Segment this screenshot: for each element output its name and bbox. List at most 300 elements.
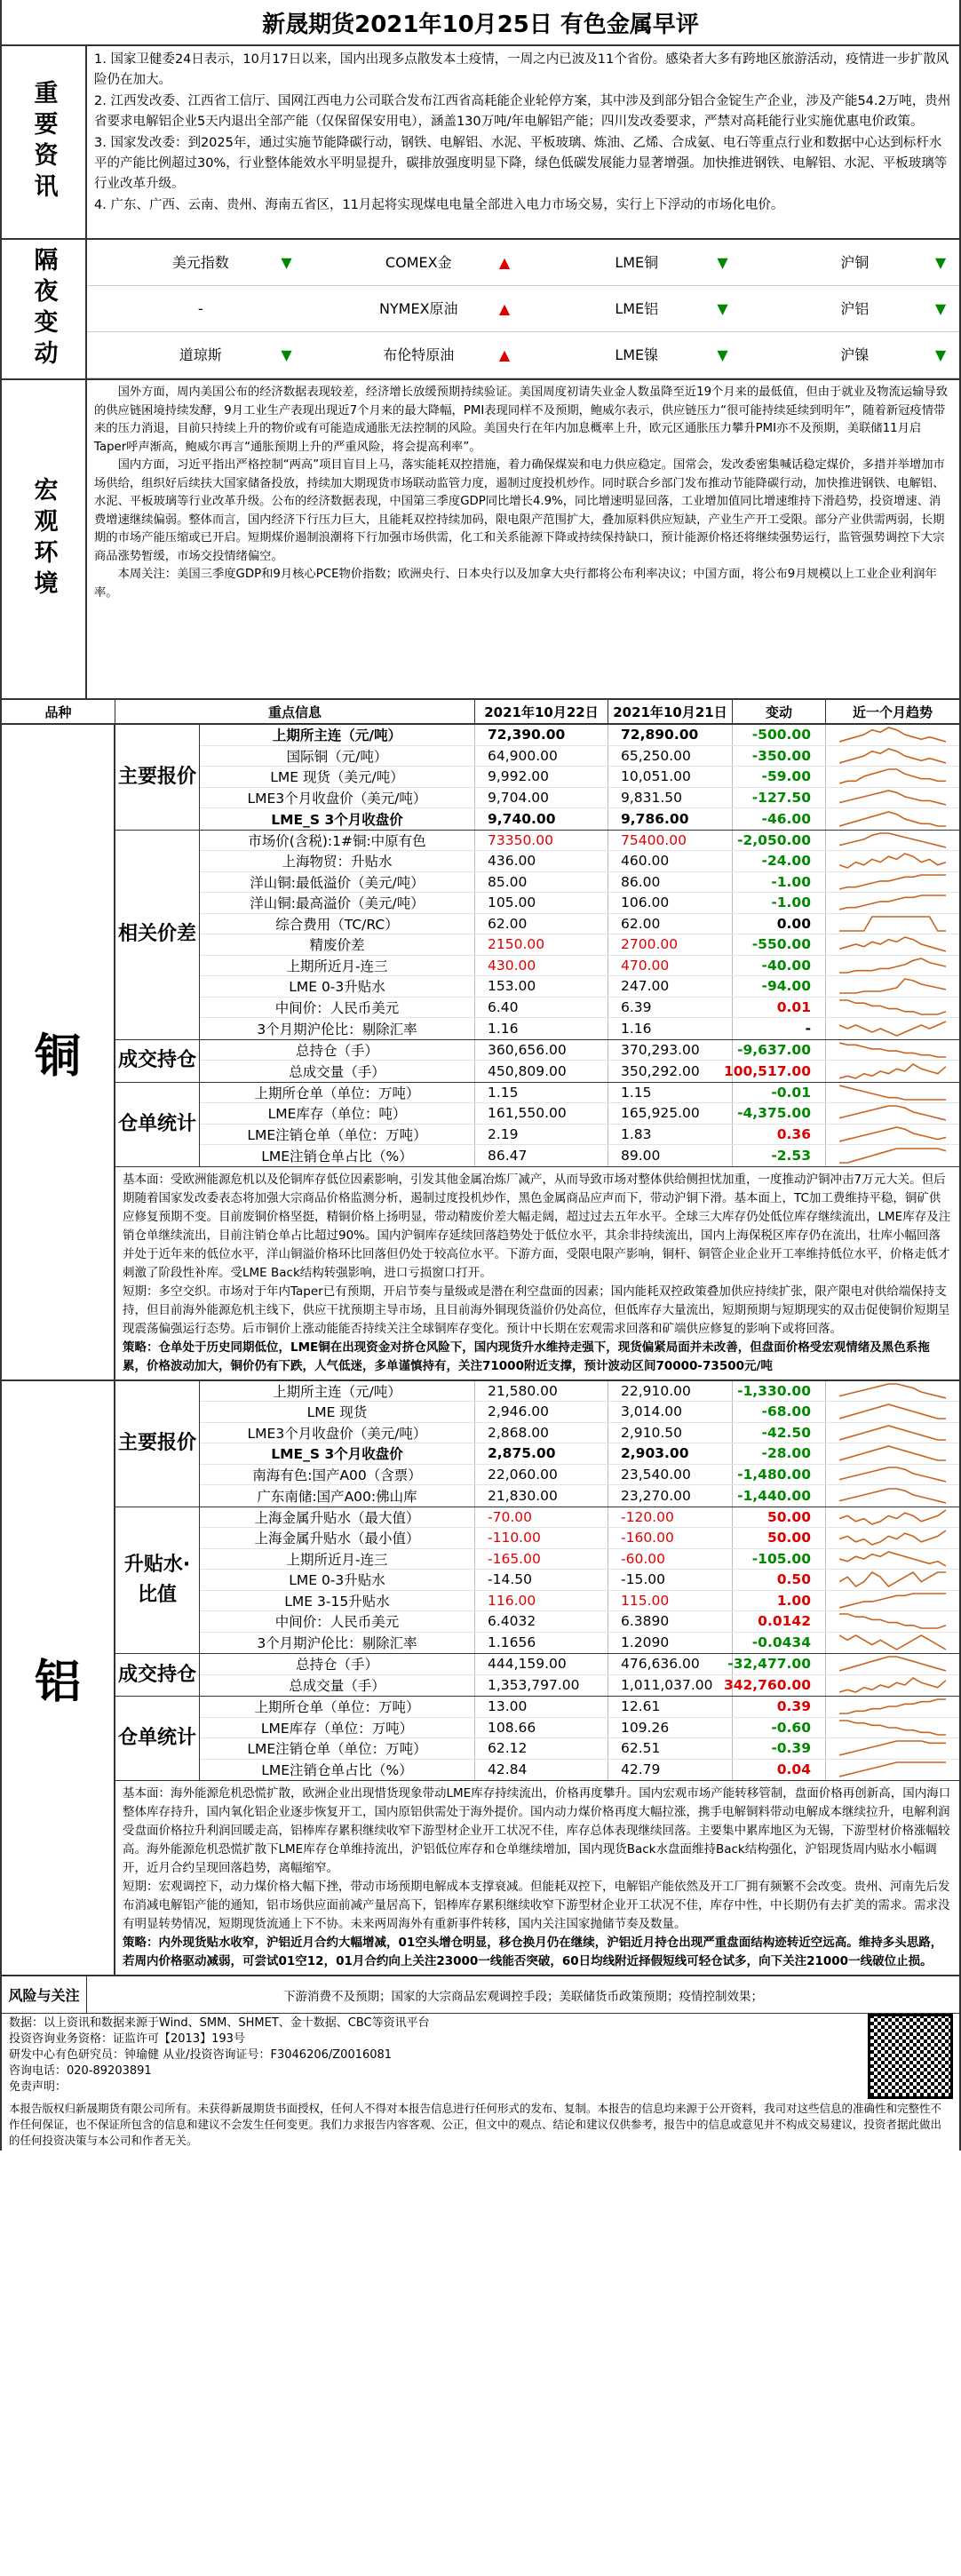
footer-line: 咨询电话：020-89203891 [9,2064,152,2078]
aluminum-name: 铝 [2,1381,115,1976]
row-name: LME库存（单位：吨） [200,1103,475,1124]
row-trend [826,1570,959,1590]
row-value-current: 21,830.00 [475,1485,608,1507]
row-value-previous: 476,636.00 [608,1654,733,1674]
trend-sparkline [839,1529,946,1546]
overnight-item-label: 沪镍 [840,346,870,363]
row-trend [826,1697,959,1717]
table-row [200,725,959,746]
trend-sparkline [839,894,946,911]
table-row [200,1675,959,1697]
row-name: 广东南储:国产A00:佛山库 [200,1485,475,1507]
row-change: 0.50 [733,1570,826,1590]
row-value-current: 73350.00 [475,831,608,851]
copper-section [2,725,959,1381]
row-value-previous: 42.79 [608,1760,733,1781]
overnight-cell [87,240,306,286]
row-value-current: 9,992.00 [475,767,608,787]
sparkline-path [839,1043,946,1057]
overnight-cell [306,286,524,332]
row-name: 综合费用（TC/RC） [200,914,475,934]
row-name: LME_S 3个月收盘价 [200,1443,475,1464]
group-rows [200,1040,959,1082]
row-change: -24.00 [733,851,826,871]
trend-sparkline [839,915,946,933]
row-trend [826,976,959,997]
row-name: 总成交量（手） [200,1061,475,1082]
sparkline-path [839,1657,946,1671]
row-change: -1,440.00 [733,1485,826,1507]
row-name: 中间价：人民币美元 [200,998,475,1018]
table-row [200,1528,959,1549]
row-name: 中间价：人民币美元 [200,1611,475,1632]
row-value-current: 2150.00 [475,934,608,955]
sparkline-path [839,1699,946,1713]
row-value-current: 64,900.00 [475,746,608,767]
row-change: 0.01 [733,998,826,1018]
table-row [200,1381,959,1403]
group-rows [200,1381,959,1507]
row-change: 100,517.00 [733,1061,826,1082]
row-change: -1,480.00 [733,1465,826,1485]
sparkline-path [839,1510,946,1524]
trend-sparkline [839,1403,946,1420]
sparkline-path [839,1762,946,1777]
row-change: -42.50 [733,1423,826,1443]
row-trend [826,934,959,955]
table-row [200,1591,959,1612]
row-change: -68.00 [733,1402,826,1422]
row-name: 上期所近月-连三 [200,956,475,976]
up-triangle-icon: ▲ [498,254,511,271]
row-trend [826,746,959,767]
row-change: -550.00 [733,934,826,955]
risk-section [2,1976,959,2014]
row-trend [826,1125,959,1145]
overnight-item-label: - [197,300,203,317]
table-row [200,1465,959,1486]
sparkline-path [839,833,946,847]
sparkline-path [839,854,946,868]
table-row [200,1718,959,1739]
table-row [200,746,959,767]
row-change: -40.00 [733,956,826,976]
row-value-current: 1.16 [475,1018,608,1039]
copper-strategy: 策略：仓单处于历史同期低位，LME铜在出现资金对挤仓风险下，国内现货升水维持走强下，现货偏紧局面并未改善，但盘面价格受宏观情绪及黑色系拖累，价格波动加大，铜价仍有下跌，人气低迷，多单谨慎持有，关注71000附近支撑，预计波动区间70000-73500元/吨 [123,1340,930,1373]
row-value-current: -14.50 [475,1570,608,1590]
row-value-current: 450,809.00 [475,1061,608,1082]
row-change: 0.0142 [733,1611,826,1632]
down-triangle-icon: ▼ [934,346,947,363]
sparkline-path [839,1149,946,1163]
row-name: 3个月期沪伦比：剔除汇率 [200,1018,475,1039]
row-trend [826,914,959,934]
row-name: LME 0-3升贴水 [200,1570,475,1590]
row-trend [826,808,959,830]
footer [2,2014,959,2099]
row-value-previous: 23,270.00 [608,1485,733,1507]
row-trend [826,1145,959,1166]
table-row [200,872,959,894]
aluminum-section [2,1381,959,1977]
copper-group [115,1040,959,1083]
group-rows [200,1507,959,1654]
row-change: -1,330.00 [733,1381,826,1402]
aluminum-table [115,1381,959,1782]
row-value-previous: 22,910.00 [608,1381,733,1402]
trend-sparkline [839,852,946,870]
footer-line: 免责声明： [9,2080,68,2094]
row-value-previous: 86.00 [608,872,733,893]
overnight-label: 隔夜变动 [2,240,87,378]
trend-sparkline [839,957,946,974]
footer-line: 研发中心有色研究员：钟瑜健 从业/投资咨询证号：F3046206/Z0016081 [9,2048,393,2062]
row-trend [826,1018,959,1039]
row-name: 上期所主连（元/吨） [200,1381,475,1402]
table-row [200,1654,959,1675]
row-name: 市场价(含税):1#铜:中原有色 [200,831,475,851]
table-row [200,1738,959,1760]
macro-paragraph: 国内方面，习近平指出严格控制“两高”项目盲目上马，落实能耗双控措施，着力确保煤炭和电力供应稳定。国常会，发改委密集喊话稳定煤价，多措并举增加市场供给，组织好后续扶大国家储备投放，持续加大期现货市场联动监管力度，遏制过度投机炒作。同时联合乡部门发布推动节能降碳行动，加快推进钢铁、电解铝、水泥、平板玻璃等行业改革升级。公布的经济数据表现，中国第三季度GDP同比增长4.9%，同比增速明显回落，工业增加值同比增速维持下滑趋势，投资增速、消费增速继续偏弱。整体而言，国内经济下行压力巨大，且能耗双控持续加码，限电限产范围扩大，叠加原料供应短缺，产业生产开工受限。部分产业供需两弱，长期期的市场产能压缩或已开启。短期煤价遏制浪潮将下行加强市场供需，化工和关系能源下降或持续保持缺口，预计能源价格还将继续强势运行，监管强势调控下大宗商品涨势暂缓，市场交投情绪偏空。 [94,458,945,563]
sparkline-path [839,1467,946,1482]
trend-sparkline [839,726,946,743]
row-change: -127.50 [733,788,826,808]
news-item: 2. 江西发改委、江西省工信厅、国网江西电力公司联合发布江西省高耗能企业轮停方案，其中涉及到部分铝合金锭生产企业，涉及产能54.2万吨，贵州省要求电解铝企业5天内退出全部产能（仅保留保安用电），涵盖130万吨/年电解铝产能；四川发改委要求，严禁对高耗能行业实施优惠电价政策。 [94,94,951,129]
overnight-item-label: LME铜 [615,254,659,271]
row-trend [826,1591,959,1611]
row-change: 0.00 [733,914,826,934]
trend-sparkline [839,1739,946,1757]
sparkline-path [839,1127,946,1141]
overnight-cell [742,286,960,332]
trend-sparkline [839,1062,946,1080]
trend-sparkline [839,789,946,807]
down-triangle-icon: ▼ [281,254,292,271]
row-value-current: 22,060.00 [475,1465,608,1485]
group-rows [200,1654,959,1696]
row-change: -4,375.00 [733,1103,826,1124]
sparkline-path [839,1489,946,1503]
row-name: LME3个月收盘价（美元/吨） [200,1423,475,1443]
row-name: 上期所近月-连三 [200,1549,475,1570]
table-row [200,998,959,1019]
sparkline-path [839,895,946,910]
row-value-previous: 165,925.00 [608,1103,733,1124]
trend-sparkline [839,747,946,765]
table-row [200,1485,959,1507]
row-change: 0.36 [733,1125,826,1145]
sparkline-path [839,1404,946,1419]
row-trend [826,1061,959,1082]
row-value-current: 436.00 [475,851,608,871]
row-name: LME注销仓单占比（%） [200,1145,475,1166]
trend-sparkline [839,1697,946,1715]
table-row [200,893,959,914]
trend-sparkline [839,1550,946,1568]
row-value-previous: 470.00 [608,956,733,976]
row-value-current: 21,580.00 [475,1381,608,1402]
group-label: 升贴水·比值 [115,1507,200,1654]
row-value-previous: 6.3890 [608,1611,733,1632]
table-row [200,976,959,998]
table-row [200,808,959,830]
footer-lines [2,2014,862,2099]
row-value-current: 9,740.00 [475,808,608,830]
row-name: 3个月期沪伦比：剔除汇率 [200,1633,475,1654]
group-rows [200,725,959,830]
trend-sparkline [839,1041,946,1059]
row-value-current: 105.00 [475,893,608,913]
aluminum-short-term: 短期：宏观调控下，动力煤价格大幅下挫，带动市场预期电解成本支撑衰减。但能耗双控下，电解铝产能依然及开工厂拥有频繁不会改变。贵州、河南先后发布消减电解铝产能的通知，铝市场供应面前减产量居高下，铝棒库存累积继续收窄下游型材企业开工状况不佳，库存中性，中长期仍有去扩美的需求。需求没有明显转势情况，短期现货流通上下不协。未来两周海外有重新事件转移，国内关注国家抛储节奏及数量。 [123,1880,950,1931]
row-value-previous: -15.00 [608,1570,733,1590]
row-change: -1.00 [733,893,826,913]
overnight-cell [742,240,960,286]
sparkline-path [839,1384,946,1398]
row-trend [826,1402,959,1422]
down-triangle-icon: ▼ [717,346,728,363]
qr-code-icon [868,2014,953,2099]
table-row [200,956,959,977]
row-trend [826,1760,959,1781]
row-name: 上期所主连（元/吨） [200,725,475,745]
aluminum-group [115,1697,959,1781]
row-trend [826,1443,959,1464]
copper-group [115,725,959,831]
group-label: 相关价差 [115,831,200,1039]
sparkline-path [839,1426,946,1440]
sparkline-path [839,1614,946,1628]
overnight-cell [87,286,306,332]
row-value-current: 62.00 [475,914,608,934]
overnight-item-label: NYMEX原油 [378,300,458,317]
table-row [200,1760,959,1781]
sparkline-path [839,1721,946,1735]
disclaimer: 本报告版权归新晟期货有限公司所有。未获得新晟期货书面授权，任何人不得对本报告信息进行任何形式的发布、复制。本报告的信息均来源于公开资料，我司对这些信息的准确性和完整性不作任何保证，也不保证所包含的信息和建议不会发生任何变更。我们力求报告内容客观、公正，但文中的观点、结论和建议仅供参考，报告中的信息或意见并不构成交易建议，投资者据此做出的任何投资决策与本公司和作者无关。 [9,2102,942,2147]
row-change: -105.00 [733,1549,826,1570]
row-trend [826,1507,959,1528]
row-trend [826,1103,959,1124]
news-body [87,46,959,238]
sparkline-path [839,1022,946,1036]
col-trend: 近一个月趋势 [852,704,933,720]
row-name: LME 现货（美元/吨） [200,767,475,787]
news-item: 1. 国家卫健委24日表示，10月17日以来，国内出现多点散发本土疫情，一周之内已波及11个省份。感染者大多有跨地区旅游活动，疫情进一步扩散风险仍在加大。 [94,52,949,87]
down-triangle-icon: ▼ [934,300,947,317]
row-change: 1.00 [733,1591,826,1611]
row-value-current: 1.15 [475,1083,608,1103]
sparkline-path [839,1594,946,1608]
news-item: 4. 广东、广西、云南、贵州、海南五省区，11月起将实现煤电电量全部进入电力市场交易，实行上下浮动的市场化电价。 [94,198,784,212]
trend-sparkline [839,1487,946,1505]
col-date2: 2021年10月21日 [608,700,733,723]
group-label: 仓单统计 [115,1697,200,1780]
row-value-previous: 1.83 [608,1125,733,1145]
down-triangle-icon: ▼ [717,300,728,317]
row-value-current: 1,353,797.00 [475,1675,608,1697]
row-trend [826,956,959,976]
row-change: - [733,1018,826,1039]
row-value-previous: -160.00 [608,1528,733,1548]
row-value-current: 72,390.00 [475,725,608,745]
footer-line: 投资咨询业务资格：证监许可【2013】193号 [9,2032,245,2046]
trend-sparkline [839,1020,946,1038]
row-value-previous: 2,903.00 [608,1443,733,1464]
row-value-current: 153.00 [475,976,608,997]
row-trend [826,851,959,871]
sparkline-path [839,1446,946,1460]
aluminum-group [115,1381,959,1507]
row-trend [826,1611,959,1632]
row-name: LME库存（单位：万吨） [200,1718,475,1738]
overnight-item-label: 道琼斯 [179,346,222,363]
col-change: 变动 [733,700,826,723]
news-label: 重要资讯 [2,46,87,238]
row-value-previous: 6.39 [608,998,733,1018]
row-name: 总持仓（手） [200,1654,475,1674]
sparkline-path [839,1000,946,1014]
trend-sparkline [839,1508,946,1526]
macro-body [87,380,959,698]
overnight-grid [87,240,959,378]
overnight-item-label: 美元指数 [171,254,229,271]
row-value-previous: 12.61 [608,1697,733,1717]
row-value-current: 161,550.00 [475,1103,608,1124]
row-change: -0.0434 [733,1633,826,1654]
risk-text: 下游消费不及预期；国家的大宗商品宏观调控手段；美联储货币政策预期；疫情控制效果； [283,1989,763,2004]
row-name: LME_S 3个月收盘价 [200,808,475,830]
sparkline-path [839,1530,946,1545]
sparkline-path [839,812,946,826]
copper-name: 铜 [2,725,115,1379]
row-name: 上海金属升贴水（最小值） [200,1528,475,1548]
row-name: 总持仓（手） [200,1040,475,1061]
trend-sparkline [839,1612,946,1630]
trend-sparkline [839,1570,946,1588]
macro-paragraph: 国外方面，周内美国公布的经济数据表现较差，经济增长放缓预期持续验证。美国周度初请失业金人数虽降至近19个月来的最低值，但由于就业及物流运输导致的供应链困境持续发酵，9月工业生产表现出现近7个月来的最大降幅，PMI表现同样不及预期，鲍威尔表示，供应链压力“很可能持续延续到明年”，随着新冠疫情带来的压力消退，目前只持续上升的物价或有可能造成通胀无法控制的风险。美国央行在年内加息概率上升，欧元区通胀压力攀升PMI亦不及预期，美联储11月启Taper呼声渐高，鲍威尔再言“通胀预期上升的严重风险，将会提高利率”。 [94,386,948,454]
row-change: -2.53 [733,1145,826,1166]
trend-sparkline [839,767,946,785]
group-label: 主要报价 [115,1381,200,1507]
group-rows [200,1083,959,1166]
row-change: 0.04 [733,1760,826,1781]
row-name: LME3个月收盘价（美元/吨） [200,788,475,808]
group-label: 成交持仓 [115,1654,200,1696]
row-change: -46.00 [733,808,826,830]
trend-sparkline [839,1719,946,1737]
copper-table [115,725,959,1167]
row-value-previous: 75400.00 [608,831,733,851]
sparkline-path [839,1064,946,1078]
row-trend [826,1549,959,1570]
trend-sparkline [839,831,946,849]
row-value-previous: 2700.00 [608,934,733,955]
row-trend [826,767,959,787]
sparkline-path [839,769,946,783]
sparkline-path [839,1106,946,1120]
row-trend [826,1381,959,1402]
table-row [200,1611,959,1633]
row-trend [826,998,959,1018]
row-value-current: -110.00 [475,1528,608,1548]
row-value-previous: 1,011,037.00 [608,1675,733,1697]
row-change: -500.00 [733,725,826,745]
down-triangle-icon: ▼ [934,254,947,271]
trend-sparkline [839,935,946,953]
table-row [200,851,959,872]
trend-sparkline [839,1147,946,1165]
row-name: LME注销仓单占比（%） [200,1760,475,1781]
sparkline-path [839,958,946,973]
trend-sparkline [839,1125,946,1143]
up-triangle-icon: ▲ [498,346,511,363]
row-value-previous: 350,292.00 [608,1061,733,1082]
row-value-current: 430.00 [475,956,608,976]
row-value-current: -165.00 [475,1549,608,1570]
row-name: LME 0-3升贴水 [200,976,475,997]
row-name: 上期所仓单（单位：万吨） [200,1697,475,1717]
table-row [200,1125,959,1146]
row-trend [826,893,959,913]
news-section [2,46,959,240]
sparkline-path [839,1678,946,1692]
aluminum-strategy: 策略：内外现货贴水收窄，沪铝近月合约大幅增减，01空头增仓明显，移仓换月仍在继续，沪铝近月持仓出现严重盘面结构迹转近空远高。维持多头思路，若周内价格驱动减弱，可尝试01空12，01月合约向上关注23000一线能否突破，60日均线附近择假短线可轻仓试多，向下关注21000一线破位止损。 [123,1936,943,1968]
row-value-previous: 115.00 [608,1591,733,1611]
row-trend [826,1654,959,1674]
row-change: 50.00 [733,1528,826,1548]
table-row [200,1402,959,1423]
trend-sparkline [839,1655,946,1673]
sparkline-path [839,791,946,805]
col-date1: 2021年10月22日 [475,700,608,723]
row-value-previous: 1.2090 [608,1633,733,1654]
row-trend [826,788,959,808]
sparkline-path [839,749,946,763]
trend-sparkline [839,1104,946,1122]
table-row [200,1103,959,1125]
group-rows [200,1697,959,1780]
trend-sparkline [839,1761,946,1778]
overnight-cell [523,286,742,332]
row-trend [826,1485,959,1507]
row-trend [826,725,959,745]
overnight-item-label: COMEX金 [385,254,452,271]
row-change: -0.01 [733,1083,826,1103]
row-value-current: 2,875.00 [475,1443,608,1464]
row-value-previous: 3,014.00 [608,1402,733,1422]
table-row [200,934,959,956]
row-name: 上期所仓单（单位：万吨） [200,1083,475,1103]
row-change: 50.00 [733,1507,826,1528]
row-value-current: 13.00 [475,1697,608,1717]
row-name: LME注销仓单（单位：万吨） [200,1125,475,1145]
row-change: -94.00 [733,976,826,997]
col-kind: 品种 [2,700,115,723]
row-change: -59.00 [733,767,826,787]
overnight-cell [742,332,960,378]
row-value-current: 2,868.00 [475,1423,608,1443]
row-value-current: 62.12 [475,1738,608,1759]
table-row [200,1083,959,1104]
row-trend [826,1465,959,1485]
row-trend [826,1675,959,1697]
row-value-current: 2.19 [475,1125,608,1145]
row-change: -0.39 [733,1738,826,1759]
copper-group [115,1083,959,1167]
overnight-item-label: 沪铝 [840,300,870,317]
table-row [200,767,959,788]
sparkline-path [839,1085,946,1100]
row-value-current: 444,159.00 [475,1654,608,1674]
